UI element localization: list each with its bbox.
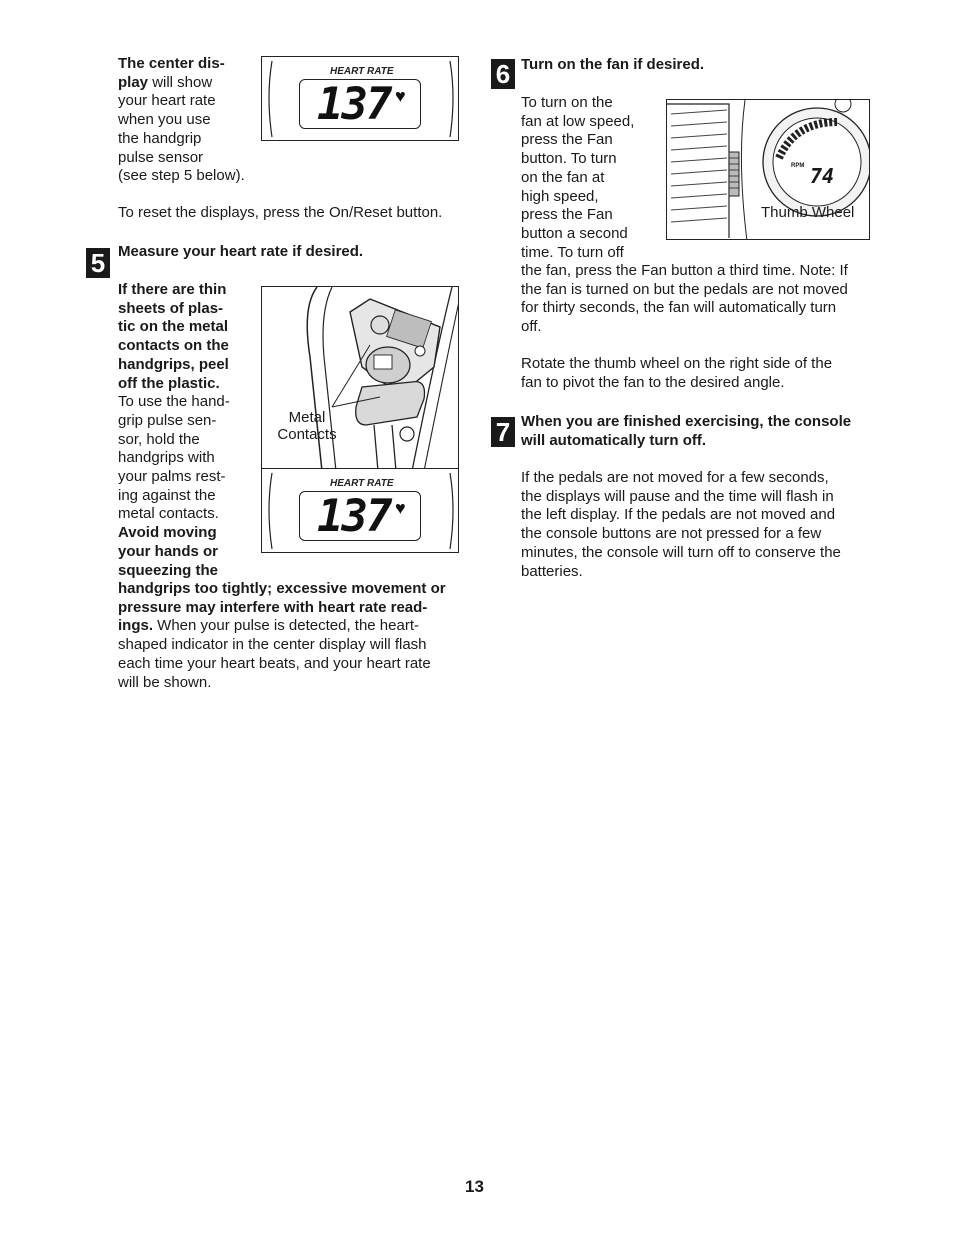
- s6-line: press the Fan: [521, 206, 613, 224]
- step-5-wide-text: [118, 580, 468, 692]
- caption-line-1: Metal: [288, 409, 326, 426]
- handgrip-illustration: [261, 286, 459, 470]
- s6-line: To turn on the: [521, 94, 613, 111]
- s5-line: To use the hand-: [118, 393, 230, 411]
- step-7-heading: [521, 413, 873, 450]
- s5-line: grip pulse sen-: [118, 411, 217, 429]
- intro-line-4: when you use: [118, 111, 211, 129]
- s7-line: If the pedals are not moved for a few seconds,: [521, 469, 829, 486]
- s5-line: your hands or: [118, 542, 219, 560]
- s7-heading-line: will automatically turn off.: [521, 431, 707, 449]
- lcd-window: [299, 491, 421, 541]
- step-5-heading: Measure your heart rate if desired.: [118, 243, 364, 260]
- heart-rate-value: 137: [317, 491, 391, 542]
- rpm-label: RPM: [791, 163, 805, 169]
- s7-line: minutes, the console will turn off to conserve the: [521, 543, 841, 561]
- s6-line: on the fan at: [521, 168, 605, 186]
- s5-line: contacts on the: [118, 337, 229, 355]
- lcd-window: [299, 79, 421, 129]
- rpm-value: 74: [810, 164, 835, 188]
- s5-line: metal contacts.: [118, 505, 219, 523]
- s6-wide-line: the fan is turned on but the pedals are not moved: [521, 280, 848, 298]
- s7-line: the displays will pause and the time will flash in: [521, 487, 834, 505]
- s5-line: Avoid moving: [118, 524, 217, 542]
- intro-bold-1: The center dis-: [118, 55, 225, 72]
- thumb-wheel-caption: Thumb Wheel: [761, 204, 855, 221]
- heart-rate-label: HEART RATE: [330, 66, 394, 77]
- s6-line: press the Fan: [521, 131, 613, 149]
- s6-line: button. To turn: [521, 150, 617, 168]
- s7-line: the console buttons are not pressed for a few: [521, 525, 822, 543]
- intro-line-2: will show: [152, 73, 213, 91]
- s5-line: If there are thin: [118, 281, 227, 298]
- heart-icon: ♥: [395, 86, 406, 106]
- s7-line: batteries.: [521, 562, 583, 580]
- s6-line: time. To turn off: [521, 243, 624, 261]
- page-number: 13: [465, 1177, 484, 1196]
- s6-rotate-line: fan to pivot the fan to the desired angle.: [521, 373, 785, 391]
- s6-wide-line: for thirty seconds, the fan will automatically turn: [521, 299, 837, 317]
- heart-rate-value: 137: [317, 79, 391, 130]
- step-5-narrow-text: [118, 281, 258, 580]
- s5-wide-line: shaped indicator in the center display will flash: [118, 636, 427, 654]
- s7-heading-line: When you are finished exercising, the console: [521, 413, 852, 430]
- step-5-badge: 5: [86, 248, 110, 278]
- reset-instruction: To reset the displays, press the On/Reset button.: [118, 204, 443, 221]
- intro-line-3: your heart rate: [118, 92, 216, 110]
- s5-line: off the plastic.: [118, 374, 220, 392]
- metal-contacts-caption: [268, 409, 346, 443]
- heart-rate-display-top: [261, 56, 459, 141]
- heart-icon: ♥: [395, 498, 406, 518]
- s6-line: fan at low speed,: [521, 112, 635, 130]
- step-6-narrow-text: [521, 94, 661, 262]
- s5-line: ing against the: [118, 486, 216, 504]
- step-7-badge: 7: [491, 417, 515, 447]
- s6-wide-line: the fan, press the Fan button a third time. Note: If: [521, 262, 848, 279]
- s6-line: button a second: [521, 224, 628, 242]
- s5-wide-line: each time your heart beats, and your heart rate: [118, 654, 431, 672]
- step-6-badge: 6: [491, 59, 515, 89]
- intro-line-7: (see step 5 below).: [118, 167, 245, 185]
- s5-wide-line: pressure may interfere with heart rate read-: [118, 598, 428, 616]
- s5-wide-line-regular: When your pulse is detected, the heart-: [153, 617, 419, 635]
- s5-line: sor, hold the: [118, 430, 200, 448]
- s6-rotate-line: Rotate the thumb wheel on the right side of the: [521, 355, 833, 372]
- intro-line-5: the handgrip: [118, 129, 202, 147]
- fan-illustration: [666, 99, 870, 240]
- step-7-body: [521, 469, 873, 581]
- caption-line-2: Contacts: [277, 426, 337, 443]
- s5-line: handgrips, peel: [118, 355, 229, 373]
- s5-line: tic on the metal: [118, 318, 229, 336]
- s5-line: sheets of plas-: [118, 299, 224, 317]
- intro-bold-2: play: [118, 73, 149, 91]
- s5-wide-line: handgrips too tightly; excessive movement or: [118, 580, 446, 597]
- s6-wide-line: off.: [521, 318, 542, 336]
- heart-rate-display-bottom: [261, 468, 459, 553]
- center-display-intro: [118, 55, 258, 186]
- s5-wide-line: will be shown.: [118, 673, 212, 691]
- s5-line: your palms rest-: [118, 468, 226, 486]
- s7-line: the left display. If the pedals are not moved and: [521, 506, 836, 524]
- heart-rate-label: HEART RATE: [330, 478, 394, 489]
- step-6-heading: Turn on the fan if desired.: [521, 56, 705, 73]
- step-6-rotate-text: [521, 355, 873, 392]
- s6-line: high speed,: [521, 187, 599, 205]
- intro-line-6: pulse sensor: [118, 148, 204, 166]
- s5-line: handgrips with: [118, 449, 215, 467]
- step-6-wide-text: [521, 262, 873, 337]
- s5-line: squeezing the: [118, 561, 219, 579]
- s5-wide-line-bold: ings.: [118, 617, 154, 635]
